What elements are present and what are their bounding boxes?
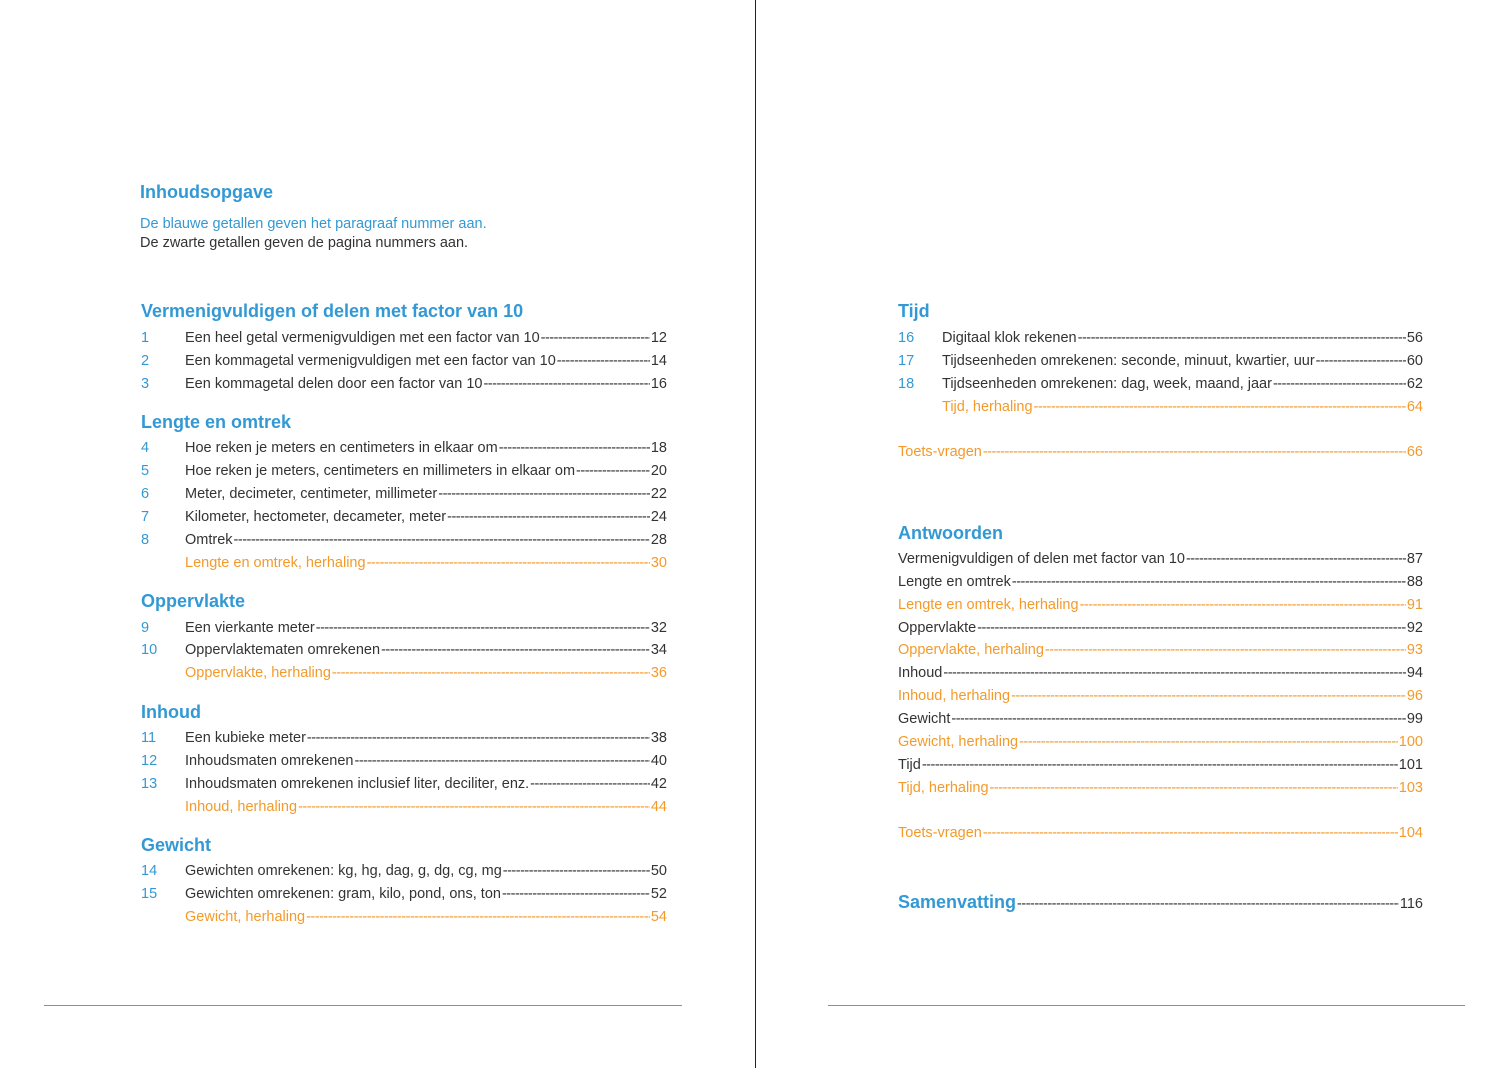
entry-title: Inhoud, herhaling: [898, 688, 1011, 704]
entry-title: Lengte en omtrek, herhaling: [185, 555, 366, 571]
dot-leader: [1186, 549, 1406, 569]
entry-title: Toets-vragen: [898, 825, 982, 841]
dot-leader: [1034, 397, 1406, 417]
toc-entry[interactable]: [141, 438, 667, 458]
dot-leader: [354, 751, 649, 771]
toc-entry[interactable]: [141, 751, 667, 771]
entry-title: Oppervlakte, herhaling: [185, 665, 331, 681]
dot-leader: [990, 778, 1398, 798]
toc-entry[interactable]: [898, 755, 1423, 775]
toc-entry[interactable]: [141, 461, 667, 481]
dot-leader: [503, 861, 650, 881]
entry-title: Tijd, herhaling: [898, 780, 989, 796]
right-page: [757, 0, 1511, 1068]
entry-page: 12: [650, 330, 667, 346]
dot-leader: [381, 640, 650, 660]
entry-number: 1: [141, 330, 150, 346]
section-heading: Antwoorden: [898, 523, 1003, 543]
entry-page: 116: [1399, 896, 1423, 912]
dot-leader: [1017, 892, 1399, 916]
toc-entry[interactable]: [141, 884, 667, 904]
entry-number: 10: [141, 642, 158, 658]
dot-leader: [316, 618, 650, 638]
entry-number: 13: [141, 776, 158, 792]
toc-entry[interactable]: [141, 618, 667, 638]
entry-page: 44: [650, 799, 667, 815]
entry-page: 28: [650, 532, 667, 548]
toc-entry[interactable]: [898, 374, 1423, 394]
toc-entry-review[interactable]: [141, 553, 667, 573]
entry-title: Digitaal klok rekenen: [942, 330, 1077, 346]
entry-page: 99: [1406, 711, 1423, 727]
section-heading: Inhoud: [141, 702, 201, 722]
dot-leader: [1012, 572, 1406, 592]
section-heading: Vermenigvuldigen of delen met factor van 10: [141, 301, 524, 321]
entry-title: Een kommagetal vermenigvuldigen met een factor van 10: [185, 353, 556, 369]
entry-page: 30: [650, 555, 667, 571]
entry-number: 7: [141, 509, 150, 525]
toc-entry[interactable]: [141, 507, 667, 527]
toc-entry[interactable]: [141, 530, 667, 550]
entry-page: 96: [1406, 688, 1423, 704]
entry-page: 42: [650, 776, 667, 792]
toc-entry-test[interactable]: [898, 442, 1423, 462]
entry-title: Hoe reken je meters en centimeters in elkaar om: [185, 440, 498, 456]
entry-title: Toets-vragen: [898, 444, 982, 460]
dot-leader: [1316, 351, 1406, 371]
entry-number: 14: [141, 863, 158, 879]
left-page: [0, 0, 755, 1068]
entry-page: 18: [650, 440, 667, 456]
entry-title: Meter, decimeter, centimeter, millimeter: [185, 486, 438, 502]
entry-title: Een heel getal vermenigvuldigen met een factor van 10: [185, 330, 540, 346]
section-heading: Tijd: [898, 301, 930, 321]
section-heading: Gewicht: [141, 835, 212, 855]
entry-title: Gewicht: [898, 711, 951, 727]
toc-entry[interactable]: [141, 861, 667, 881]
dot-leader: [1019, 732, 1398, 752]
entry-number: 9: [141, 620, 150, 636]
entry-page: 38: [650, 730, 667, 746]
entry-page: 14: [650, 353, 667, 369]
entry-page: 54: [650, 909, 667, 925]
entry-number: 11: [141, 730, 157, 746]
toc-entry[interactable]: [898, 663, 1423, 683]
dot-leader: [1080, 595, 1406, 615]
entry-title: Een vierkante meter: [185, 620, 315, 636]
entry-page: 87: [1406, 551, 1423, 567]
entry-title: Een kommagetal delen door een factor van 10: [185, 376, 483, 392]
toc-entry-review[interactable]: [898, 640, 1423, 660]
dot-leader: [983, 823, 1398, 843]
toc-entry[interactable]: [898, 572, 1423, 592]
entry-page: 56: [1406, 330, 1423, 346]
toc-entry-review[interactable]: [898, 686, 1423, 706]
dot-leader: [983, 442, 1406, 462]
entry-page: 40: [650, 753, 667, 769]
entry-title: Oppervlakte: [898, 620, 977, 636]
toc-entry[interactable]: [141, 484, 667, 504]
dot-leader: [499, 438, 650, 458]
entry-number: 2: [141, 353, 150, 369]
entry-page: 32: [650, 620, 667, 636]
dot-leader: [307, 728, 650, 748]
entry-page: 34: [650, 642, 667, 658]
entry-number: 5: [141, 463, 150, 479]
toc-entry-review[interactable]: [141, 797, 667, 817]
entry-number: 15: [141, 886, 158, 902]
toc-entry[interactable]: [141, 640, 667, 660]
entry-page: 60: [1406, 353, 1423, 369]
entry-page: 62: [1406, 376, 1423, 392]
entry-page: 24: [650, 509, 667, 525]
entry-title: Oppervlakte, herhaling: [898, 642, 1044, 658]
toc-entry[interactable]: [141, 774, 667, 794]
dot-leader: [483, 374, 649, 394]
toc-entry-review[interactable]: [898, 732, 1423, 752]
section-heading: Oppervlakte: [141, 591, 246, 611]
footer-divider: [828, 1005, 1465, 1006]
footer-divider: [44, 1005, 682, 1006]
entry-page: 52: [650, 886, 667, 902]
toc-entry-review[interactable]: [898, 595, 1423, 615]
dot-leader: [332, 663, 650, 683]
entry-title: Gewichten omrekenen: kg, hg, dag, g, dg, cg, mg: [185, 863, 502, 879]
entry-number: 3: [141, 376, 150, 392]
toc-entry[interactable]: [141, 374, 667, 394]
dot-leader: [541, 328, 650, 348]
toc-entry[interactable]: [898, 328, 1423, 348]
intro-black-note: De zwarte getallen geven de pagina nummers aan.: [140, 235, 469, 251]
entry-page: 36: [650, 665, 667, 681]
entry-title: Tijd: [898, 757, 921, 773]
dot-leader: [1078, 328, 1406, 348]
entry-title: Tijdseenheden omrekenen: seconde, minuut, kwartier, uur: [942, 353, 1315, 369]
toc-entry-test[interactable]: [898, 823, 1423, 843]
dot-leader: [943, 663, 1406, 683]
dot-leader: [576, 461, 650, 481]
toc-entry-review[interactable]: [141, 907, 667, 927]
entry-number: 16: [898, 330, 915, 346]
entry-title: Samenvatting: [898, 892, 1017, 912]
entry-title: Gewichten omrekenen: gram, kilo, pond, ons, ton: [185, 886, 501, 902]
dot-leader: [298, 797, 650, 817]
dot-leader: [306, 907, 650, 927]
entry-page: 100: [1398, 734, 1423, 750]
entry-title: Tijd, herhaling: [942, 399, 1033, 415]
entry-page: 66: [1406, 444, 1423, 460]
toc-entry[interactable]: [898, 709, 1423, 729]
toc-entry-review[interactable]: [898, 778, 1423, 798]
toc-entry-review[interactable]: [898, 397, 1423, 417]
toc-entry-review[interactable]: [141, 663, 667, 683]
entry-title: Gewicht, herhaling: [898, 734, 1019, 750]
dot-leader: [1273, 374, 1406, 394]
entry-title: Hoe reken je meters, centimeters en millimeters in elkaar om: [185, 463, 576, 479]
entry-page: 94: [1406, 665, 1423, 681]
entry-title: Omtrek: [185, 532, 233, 548]
section-heading: Lengte en omtrek: [141, 412, 292, 432]
toc-entry-summary[interactable]: [898, 890, 1423, 914]
entry-title: Tijdseenheden omrekenen: dag, week, maand, jaar: [942, 376, 1272, 392]
dot-leader: [438, 484, 650, 504]
entry-number: 18: [898, 376, 915, 392]
entry-title: Vermenigvuldigen of delen met factor van 10: [898, 551, 1185, 567]
entry-title: Lengte en omtrek: [898, 574, 1011, 590]
entry-title: Inhoud, herhaling: [185, 799, 298, 815]
entry-page: 16: [650, 376, 667, 392]
entry-page: 103: [1398, 780, 1423, 796]
entry-title: Gewicht, herhaling: [185, 909, 306, 925]
entry-page: 50: [650, 863, 667, 879]
entry-number: 12: [141, 753, 158, 769]
toc-title: Inhoudsopgave: [140, 182, 274, 202]
dot-leader: [1045, 640, 1406, 660]
entry-number: 8: [141, 532, 150, 548]
page-spine-divider: [755, 0, 756, 1068]
entry-page: 22: [650, 486, 667, 502]
entry-title: Lengte en omtrek, herhaling: [898, 597, 1079, 613]
entry-page: 20: [650, 463, 667, 479]
entry-title: Inhoud: [898, 665, 943, 681]
dot-leader: [557, 351, 650, 371]
toc-entry[interactable]: [141, 728, 667, 748]
entry-number: 6: [141, 486, 150, 502]
entry-page: 88: [1406, 574, 1423, 590]
toc-entry[interactable]: [898, 549, 1423, 569]
dot-leader: [234, 530, 650, 550]
entry-number: 17: [898, 353, 915, 369]
entry-page: 92: [1406, 620, 1423, 636]
intro-blue-note: De blauwe getallen geven het paragraaf nummer aan.: [140, 216, 487, 232]
entry-page: 93: [1406, 642, 1423, 658]
entry-page: 91: [1406, 597, 1423, 613]
entry-number: 4: [141, 440, 150, 456]
entry-page: 101: [1398, 757, 1423, 773]
entry-title: Inhoudsmaten omrekenen: [185, 753, 354, 769]
entry-title: Een kubieke meter: [185, 730, 306, 746]
dot-leader: [530, 774, 650, 794]
entry-title: Inhoudsmaten omrekenen inclusief liter, deciliter, enz.: [185, 776, 530, 792]
toc-entry[interactable]: [141, 328, 667, 348]
dot-leader: [1011, 686, 1406, 706]
entry-page: 104: [1398, 825, 1423, 841]
entry-title: Kilometer, hectometer, decameter, meter: [185, 509, 447, 525]
dot-leader: [951, 709, 1405, 729]
toc-entry[interactable]: [898, 351, 1423, 371]
dot-leader: [447, 507, 650, 527]
dot-leader: [502, 884, 650, 904]
entry-title: Oppervlaktematen omrekenen: [185, 642, 381, 658]
dot-leader: [922, 755, 1398, 775]
dot-leader: [367, 553, 650, 573]
toc-entry[interactable]: [898, 618, 1423, 638]
toc-entry[interactable]: [141, 351, 667, 371]
entry-page: 64: [1406, 399, 1423, 415]
dot-leader: [977, 618, 1406, 638]
